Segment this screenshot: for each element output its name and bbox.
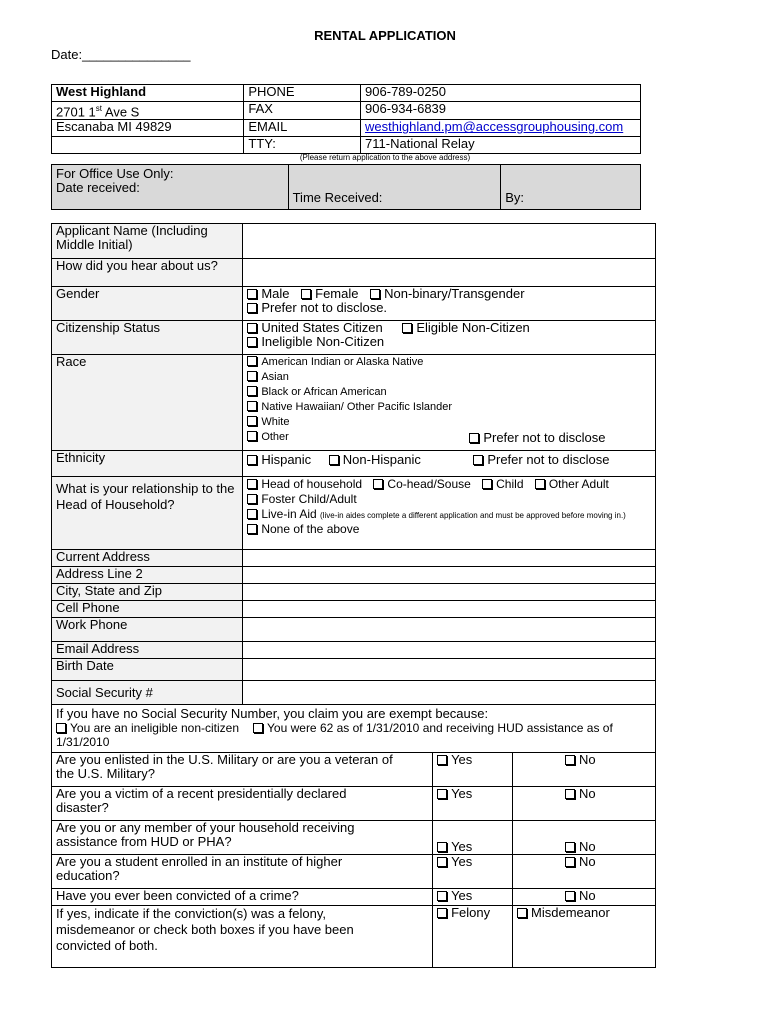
race-white: White [261,416,290,428]
email-link[interactable]: westhighland.pm@accessgrouphousing.com [365,119,624,135]
q1-no[interactable] [513,753,656,787]
yes-label: Yes [451,854,473,869]
checkbox-icon[interactable] [482,479,492,489]
current-address-label: Current Address [52,550,243,567]
phone-value: 906-789-0250 [361,85,641,102]
rel-other-adult: Other Adult [548,477,609,491]
tty-label: TTY: [244,137,361,154]
email-label: EMAIL [244,120,361,137]
office-use-label: For Office Use Only: [56,166,174,181]
city-state-zip-input[interactable] [243,584,656,601]
ethnicity-nonhispanic: Non-Hispanic [342,452,421,467]
applicant-name-input[interactable] [243,224,656,259]
applicant-name-label: Applicant Name (Including Middle Initial) [52,224,243,259]
q5-no[interactable] [513,889,656,906]
phone-label: PHONE [244,85,361,102]
no-label: No [579,839,596,854]
yes-label: Yes [451,839,473,854]
cell-phone-label: Cell Phone [52,601,243,618]
checkbox-icon[interactable] [247,524,257,534]
checkbox-icon[interactable] [437,789,447,799]
question-2: Are you a victim of a recent presidentially declared disaster? [52,787,433,821]
checkbox-icon[interactable] [535,479,545,489]
race-options [243,355,656,451]
checkbox-icon[interactable] [370,289,380,299]
checkbox-icon[interactable] [473,455,483,465]
date-received-label: Date received: [56,180,140,195]
q5-yes[interactable] [433,889,513,906]
hear-about-input[interactable] [243,259,656,287]
checkbox-icon[interactable] [402,323,412,333]
checkbox-icon[interactable] [565,842,575,852]
checkbox-icon[interactable] [247,455,257,465]
checkbox-icon[interactable] [565,789,575,799]
race-native: American Indian or Alaska Native [261,356,424,368]
checkbox-icon[interactable] [437,755,447,765]
page-title: RENTAL APPLICATION [314,28,456,43]
q3-no[interactable] [513,821,656,855]
checkbox-icon[interactable] [329,455,339,465]
checkbox-icon[interactable] [469,433,479,443]
yes-label: Yes [451,752,473,767]
ethnicity-options [243,451,656,477]
checkbox-icon[interactable] [247,431,257,441]
race-other: Other [261,431,289,443]
checkbox-icon[interactable] [56,723,66,733]
checkbox-icon[interactable] [437,908,447,918]
citizenship-us: United States Citizen [261,320,383,335]
checkbox-icon[interactable] [565,755,575,765]
no-label: No [579,888,596,903]
email-address-input[interactable] [243,642,656,659]
gender-male: Male [261,286,290,301]
ethnicity-prefer-not: Prefer not to disclose [487,452,610,467]
race-label: Race [52,355,243,451]
ethnicity-label: Ethnicity [52,451,243,477]
application-form [51,223,656,968]
cell-phone-input[interactable] [243,601,656,618]
q4-yes[interactable] [433,855,513,889]
yes-label: Yes [451,888,473,903]
misdemeanor-label: Misdemeanor [531,905,610,920]
address-line2-input[interactable] [243,567,656,584]
checkbox-icon[interactable] [247,289,257,299]
ssn-exempt-option2: You were 62 as of 1/31/2010 and receiving HUD assistance as of 1/31/2010 [56,721,613,749]
email-cell [361,120,641,137]
q2-yes[interactable] [433,787,513,821]
contact-table [51,84,641,154]
ssn-label: Social Security # [52,681,243,705]
tty-value: 711-National Relay [361,137,641,154]
rel-none: None of the above [261,522,360,536]
ssn-input[interactable] [243,681,656,705]
q1-yes[interactable] [433,753,513,787]
gender-prefer-not: Prefer not to disclose. [261,300,388,315]
checkbox-icon[interactable] [247,494,257,504]
q6-felony[interactable] [433,906,513,968]
rel-head: Head of household [261,477,363,491]
checkbox-icon[interactable] [247,386,257,396]
no-label: No [579,752,596,767]
by-label: By: [501,165,641,210]
ssn-exempt-text: If you have no Social Security Number, you claim you are exempt because: [56,706,489,721]
city-address: Escanaba MI 49829 [52,120,244,137]
q3-yes[interactable] [433,821,513,855]
checkbox-icon[interactable] [253,723,263,733]
checkbox-icon[interactable] [373,479,383,489]
race-asian: Asian [261,371,289,383]
ssn-exempt-cell [52,705,656,753]
relationship-options [243,477,656,550]
checkbox-icon[interactable] [565,891,575,901]
citizenship-label: Citizenship Status [52,321,243,355]
city-state-zip-label: City, State and Zip [52,584,243,601]
question-1: Are you enlisted in the U.S. Military or are you a veteran of the U.S. Military? [52,753,433,787]
citizenship-ineligible: Ineligible Non-Citizen [261,334,385,349]
property-name: West Highland [52,85,244,102]
checkbox-icon[interactable] [437,842,447,852]
street-address: 2701 1st Ave S [52,102,244,120]
question-4: Are you a student enrolled in an institute of higher education? [52,855,433,889]
no-label: No [579,786,596,801]
checkbox-icon[interactable] [437,857,447,867]
yes-label: Yes [451,786,473,801]
office-use-table [51,164,641,210]
gender-female: Female [315,286,359,301]
felony-label: Felony [451,905,491,920]
citizenship-options [243,321,656,355]
checkbox-icon[interactable] [247,479,257,489]
q4-no[interactable] [513,855,656,889]
time-received-label: Time Received: [288,165,501,210]
rel-child: Child [496,477,524,491]
checkbox-icon[interactable] [247,303,257,313]
rel-livein: Live-in Aid [261,507,317,521]
ssn-exempt-option1: You are an ineligible non-citizen [70,721,240,735]
work-phone-input[interactable] [243,618,656,642]
current-address-input[interactable] [243,550,656,567]
work-phone-label: Work Phone [52,618,243,642]
return-note: (Please return application to the above address) [299,153,471,162]
office-use-cell [52,165,289,210]
date-field[interactable]: Date:_______________ [51,47,191,62]
address-line2-label: Address Line 2 [52,567,243,584]
hear-about-label: How did you hear about us? [52,259,243,287]
checkbox-icon[interactable] [247,356,257,366]
birth-date-input[interactable] [243,659,656,681]
checkbox-icon[interactable] [437,891,447,901]
race-prefer-not: Prefer not to disclose [483,430,606,445]
citizenship-eligible: Eligible Non-Citizen [416,320,530,335]
gender-options [243,287,656,321]
birth-date-label: Birth Date [52,659,243,681]
gender-label: Gender [52,287,243,321]
fax-value: 906-934-6839 [361,102,641,120]
question-5: Have you ever been convicted of a crime? [52,889,433,906]
question-3: Are you or any member of your household receiving assistance from HUD or PHA? [52,821,433,855]
checkbox-icon[interactable] [247,337,257,347]
checkbox-icon[interactable] [247,401,257,411]
question-6: If yes, indicate if the conviction(s) was a felony, misdemeanor or check both boxes if you have been convicted of both. [52,906,433,968]
rel-foster: Foster Child/Adult [261,492,357,506]
checkbox-icon[interactable] [565,857,575,867]
q6-misdemeanor[interactable] [513,906,656,968]
checkbox-icon[interactable] [247,323,257,333]
livein-note: (live-in aides complete a different application and must be approved before moving in.) [320,511,626,520]
checkbox-icon[interactable] [247,416,257,426]
gender-nonbinary: Non-binary/Transgender [384,286,525,301]
email-address-label: Email Address [52,642,243,659]
ethnicity-hispanic: Hispanic [261,452,312,467]
race-black: Black or African American [261,386,387,398]
q2-no[interactable] [513,787,656,821]
checkbox-icon[interactable] [247,509,257,519]
checkbox-icon[interactable] [517,908,527,918]
relationship-label: What is your relationship to the Head of Household? [52,477,243,550]
fax-label: FAX [244,102,361,120]
race-pacific: Native Hawaiian/ Other Pacific Islander [261,401,453,413]
empty-cell [52,137,244,154]
no-label: No [579,854,596,869]
checkbox-icon[interactable] [247,371,257,381]
checkbox-icon[interactable] [301,289,311,299]
rel-cohead: Co-head/Souse [387,477,471,491]
